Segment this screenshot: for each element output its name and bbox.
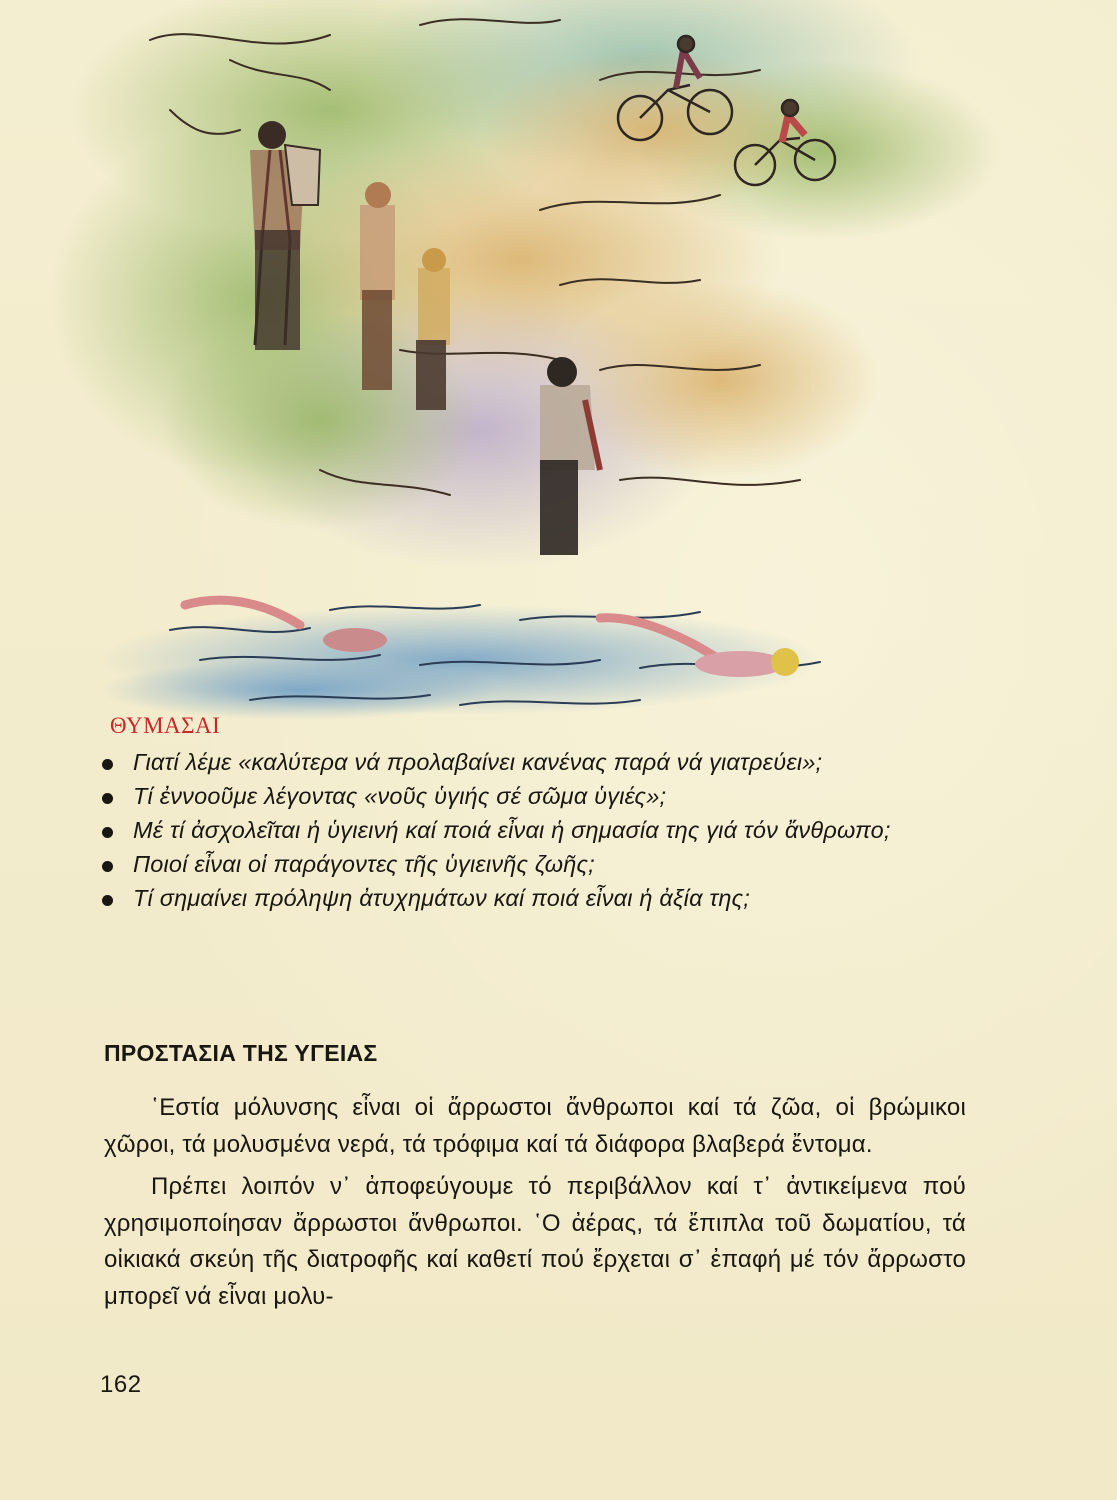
- section-title: ΠΡΟΣΤΑΣΙΑ ΤΗΣ ΥΓΕΙΑΣ: [104, 1040, 378, 1066]
- landscape-wash: [50, 0, 1000, 570]
- question-item: Ποιοί εἶναι οἱ παράγοντες τῆς ὑγιεινῆς ζωῆς;: [100, 848, 980, 881]
- water-swimmers-drawing: [100, 600, 820, 720]
- question-list: [100, 746, 980, 916]
- body-text: [104, 1090, 966, 1321]
- question-item: Γιατί λέμε «καλύτερα νά προλαβαίνει κανένας παρά νά γιατρεύει»;: [100, 746, 980, 779]
- question-item: Τί ἐννοοῦμε λέγοντας «νοῦς ὑγιής σέ σῶμα ὑγιές»;: [100, 780, 980, 813]
- page-number: 162: [100, 1371, 142, 1398]
- questions-heading: ΘΥΜΑΣΑΙ: [110, 713, 221, 738]
- watercolor-illustration: [0, 0, 1000, 720]
- body-paragraph: ῾Εστία μόλυνσης εἶναι οἱ ἄρρωστοι ἄνθρωποι καί τά ζῶα, οἱ βρώμικοι χῶροι, τά μολυσμένα νερά, τά τρόφιμα καί τά διάφορα βλαβερά ἔντομα.: [104, 1094, 966, 1158]
- question-item: Μέ τί ἀσχολεῖται ἡ ὑγιεινή καί ποιά εἶναι ἡ σημασία της γιά τόν ἄνθρωπο;: [100, 814, 980, 847]
- body-paragraph: Πρέπει λοιπόν ν᾿ ἀποφεύγουμε τό περιβάλλον καί τ᾿ ἀντικείμενα πού χρησιμοποίησαν ἄρρωστοι ἄνθρωποι. ῾Ο ἀέρας, τά ἔπιπλα τοῦ δωματίου, τά οἰκιακά σκεύη τῆς διατροφῆς καί καθετί πού ἔρχεται σ᾿ ἐπαφή μέ τόν ἄρρωστο μπορεῖ νά εἶναι μολυ-: [104, 1173, 966, 1310]
- question-item: Τί σημαίνει πρόληψη ἀτυχημάτων καί ποιά εἶναι ἡ ἀξία της;: [100, 882, 980, 915]
